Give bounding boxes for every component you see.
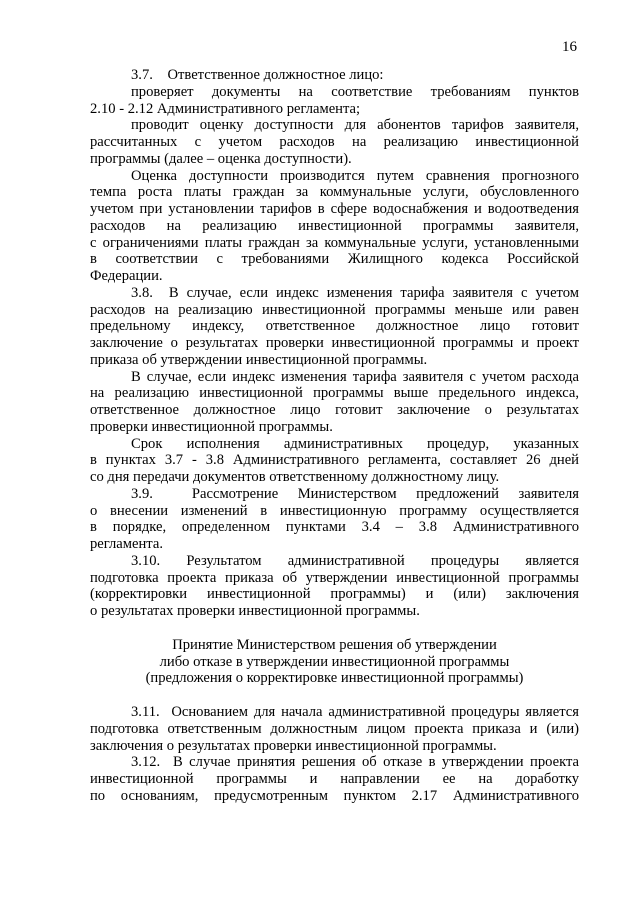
text-line: подготовка ответственным должностным лицом проекта приказа и (или): [90, 720, 579, 737]
paragraph: [90, 436, 579, 486]
paragraph: [90, 486, 579, 553]
text-line: расходов на реализацию инвестиционной программы заявителя,: [90, 217, 579, 234]
text-line: о результатах проверки инвестиционной программы.: [90, 603, 420, 619]
paragraph: [90, 704, 579, 754]
text-line: проверяет документы на соответствие требованиям пунктов: [131, 83, 579, 100]
paragraph: [90, 369, 579, 436]
paragraph: [90, 67, 579, 84]
text-line: учетом при установлении тарифов в сфере водоснабжения и водоотведения: [90, 201, 579, 217]
heading-line: либо отказе в утверждении инвестиционной программы: [159, 653, 510, 670]
text-line: расходов на реализацию инвестиционной программы меньше или равен: [90, 301, 579, 318]
paragraph: [90, 84, 579, 118]
text-line: темпа роста платы граждан за коммунальные услуги, обусловленного: [90, 184, 579, 201]
text-line: в соответствии с требованиями Жилищного кодекса Российской: [90, 251, 579, 268]
text-line: приказа об утверждении инвестиционной программы.: [90, 351, 428, 368]
text-line: 3.11. Основанием для начала административной процедуры является: [131, 704, 579, 720]
text-line: по основаниям, предусмотренным пунктом 2.17 Административного: [90, 787, 579, 804]
text-line: Оценка доступности производится путем сравнения прогнозного: [131, 167, 579, 184]
text-line: проводит оценку доступности для абонентов тарифов заявителя,: [131, 117, 579, 134]
text-line: со дня передачи документов ответственному должностному лицу.: [90, 469, 500, 485]
paragraph: [90, 168, 579, 285]
text-line: регламента.: [90, 536, 163, 552]
text-line: Федерации.: [90, 268, 163, 284]
text-line: заключение о результатах проверки инвестиционной программы и проект: [90, 335, 579, 351]
text-line: программы (далее – оценка доступности).: [90, 150, 352, 167]
text-line: с ограничениями платы граждан за коммунальные услуги, установленными: [90, 234, 579, 251]
document-body: [90, 67, 579, 805]
section-heading: [90, 637, 579, 687]
text-line: 3.8. В случае, если индекс изменения тарифа заявителя с учетом: [131, 284, 579, 301]
paragraph: [90, 754, 579, 804]
text-line: 3.9. Рассмотрение Министерством предложений заявителя: [131, 485, 579, 502]
text-line: в порядке, определенном пунктами 3.4 – 3.8 Административного: [90, 519, 579, 536]
text-line: В случае, если индекс изменения тарифа заявителя с учетом расхода: [131, 368, 579, 385]
text-line: 3.10. Результатом административной процедуры является: [131, 552, 579, 569]
text-line: о внесении изменений в инвестиционную программу осуществляется: [90, 502, 579, 519]
paragraphs-section-3-7-to-3-10: [90, 67, 579, 620]
text-line: предельному индексу, ответственное должностное лицо готовит: [90, 318, 579, 335]
text-line: подготовка проекта приказа об утверждении инвестиционной программы: [90, 569, 579, 586]
text-line: 2.10 - 2.12 Административного регламента;: [90, 100, 361, 117]
paragraph: [90, 285, 579, 369]
text-line: на реализацию инвестиционной программы выше предельного индекса,: [90, 385, 579, 402]
text-line: проверки инвестиционной программы.: [90, 418, 333, 435]
text-line: 3.12. В случае принятия решения об отказе в утверждении проекта: [131, 754, 579, 771]
paragraphs-section-3-11-to-3-12: [90, 704, 579, 805]
text-line: инвестиционной программы и направлении ее на доработку: [90, 771, 579, 787]
text-line: заключения о результатах проверки инвестиционной программы.: [90, 737, 497, 754]
text-line: рассчитанных с учетом расходов на реализацию инвестиционной: [90, 134, 579, 150]
page-number: 16: [562, 39, 577, 55]
text-line: Срок исполнения административных процедур, указанных: [131, 435, 579, 452]
text-line: (корректировки инвестиционной программы) и (или) заключения: [90, 586, 579, 603]
heading-line: Принятие Министерством решения об утверждении: [172, 636, 497, 653]
text-line: ответственное должностное лицо готовит заключение о результатах: [90, 402, 579, 418]
text-line: в пунктах 3.7 - 3.8 Административного регламента, составляет 26 дней: [90, 452, 579, 469]
paragraph: [90, 553, 579, 620]
text-line: 3.7. Ответственное должностное лицо:: [131, 67, 384, 83]
paragraph: [90, 117, 579, 167]
heading-line: (предложения о корректировке инвестиционной программы): [145, 670, 524, 687]
